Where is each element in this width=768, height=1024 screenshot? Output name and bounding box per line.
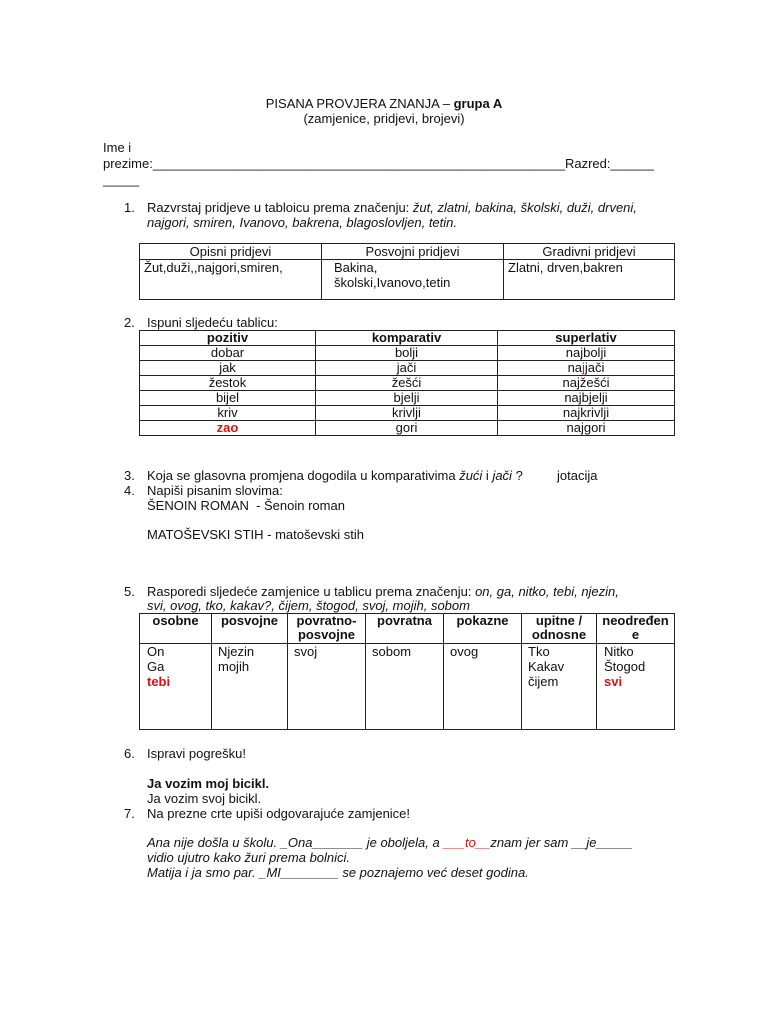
page-title — [0, 96, 768, 111]
q7-line1-part1: Ana nije došla u školu. _Ona_______ je oboljela, a — [147, 835, 444, 850]
q3-text — [147, 468, 523, 483]
q3-word-2: jači — [492, 468, 512, 483]
q3-question-mark: ? — [511, 468, 523, 483]
list-item: Njezin — [218, 644, 255, 659]
q3-instruction: Koja se glasovna promjena dogodila u komparativima — [147, 468, 460, 483]
table-row — [140, 346, 675, 361]
q2-number: 2. — [124, 315, 135, 330]
q2-header-komparativ: komparativ — [316, 331, 498, 346]
list-item: Štogod — [604, 659, 646, 674]
page-subtitle: (zamjenice, pridjevi, brojevi) — [303, 111, 465, 126]
q6-correct-sentence: Ja vozim svoj bicikl. — [147, 791, 262, 806]
q5-header-upitne-line2: odnosne — [531, 627, 587, 642]
q6-text: Ispravi pogrešku! — [147, 746, 246, 761]
list-item: mojih — [218, 659, 250, 674]
q5-header-povratna: povratna — [366, 614, 444, 644]
q5-words-1: on, ga, nitko, tebi, njezin, — [475, 584, 619, 599]
q7-line-2: vidio ujutro kako žuri prema bolnici. — [147, 850, 351, 865]
list-item-correction: tebi — [147, 674, 171, 689]
q5-cell-neodredjene — [597, 644, 675, 730]
q5-cell-posvojne — [212, 644, 288, 730]
q2-header-pozitiv: pozitiv — [140, 331, 316, 346]
q1-cell-posvojni — [322, 260, 504, 300]
q5-words-2: svi, ovog, tko, kakav?, čijem, štogod, svoj, mojih, sobom — [147, 598, 470, 613]
q5-text — [147, 584, 619, 599]
q1-posvojni-line2: školski,Ivanovo,tetin — [334, 275, 451, 290]
table-cell: dobar — [140, 346, 316, 361]
q7-line-3: Matija i ja smo par. _MI________ se poznajemo već deset godina. — [147, 865, 529, 880]
q7-line-1 — [147, 835, 633, 850]
q5-header-upitne — [522, 614, 597, 644]
table-row — [140, 361, 675, 376]
table-cell: žešći — [316, 376, 498, 391]
q4-answer-2: MATOŠEVSKI STIH - matoševski stih — [147, 527, 364, 542]
table-cell: najgori — [498, 421, 675, 436]
q5-cell-upitne — [522, 644, 597, 730]
list-item: Ga — [147, 659, 165, 674]
q5-header-posvojne: posvojne — [212, 614, 288, 644]
q4-text: Napiši pisanim slovima: — [147, 483, 283, 498]
table-cell: bolji — [316, 346, 498, 361]
q1-instruction: Razvrstaj pridjeve u tabloicu prema značenju: — [147, 200, 413, 215]
q3-number: 3. — [124, 468, 135, 483]
name-line: prezime:_________________________________________________________Razred:______ — [103, 156, 654, 171]
table-row — [140, 391, 675, 406]
table-cell: jači — [316, 361, 498, 376]
title-text: PISANA PROVJERA ZNANJA – — [265, 96, 454, 111]
q1-header-gradivni: Gradivni pridjevi — [504, 244, 675, 260]
q2-text: Ispuni sljedeću tablicu: — [147, 315, 278, 330]
q5-cell-povratno-posvojne: svoj — [288, 644, 366, 730]
q4-number: 4. — [124, 483, 135, 498]
q5-table — [139, 613, 675, 730]
table-cell: krivlji — [316, 406, 498, 421]
list-item: čijem — [528, 674, 559, 689]
q7-answer-to: ___to__ — [443, 835, 491, 850]
q5-header-neodr-line1: neodređen — [602, 613, 669, 628]
q5-header-neodredjene — [597, 614, 675, 644]
q1-header-opisni: Opisni pridjevi — [140, 244, 322, 260]
q2-table — [139, 330, 675, 436]
q6-number: 6. — [124, 746, 135, 761]
table-cell: gori — [316, 421, 498, 436]
q1-cell-gradivni: Zlatni, drven,bakren — [504, 260, 675, 300]
table-row — [140, 376, 675, 391]
najjaci-part2: jači — [584, 360, 605, 375]
q1-table — [139, 243, 675, 300]
table-cell: bjelji — [316, 391, 498, 406]
q1-cell-opisni: Žut,duži,,najgori,smiren, — [140, 260, 322, 300]
q4-answer-1: ŠENOIN ROMAN - Šenoin roman — [147, 498, 345, 513]
q7-line1-part2: znam jer sam __je_____ — [490, 835, 633, 850]
table-cell: jak — [140, 361, 316, 376]
table-cell: najžešći — [498, 376, 675, 391]
q5-header-pokazne: pokazne — [444, 614, 522, 644]
table-cell: najkrivlji — [498, 406, 675, 421]
q3-answer: jotacija — [557, 468, 598, 483]
title-group: grupa A — [453, 96, 503, 111]
q5-header-neodr-line2: e — [631, 627, 640, 642]
q3-conjunction: i — [482, 468, 493, 483]
q5-header-upitne-line1: upitne / — [535, 613, 583, 628]
q1-number: 1. — [124, 200, 135, 215]
table-cell: najbjelji — [498, 391, 675, 406]
table-cell: kriv — [140, 406, 316, 421]
q5-header-povratno-line1: povratno- — [296, 613, 357, 628]
q5-header-osobne: osobne — [140, 614, 212, 644]
table-cell: bijel — [140, 391, 316, 406]
q1-words-1: žut, zlatni, bakina, školski, duži, drveni, — [412, 200, 637, 215]
name-line-cont: _____ — [103, 172, 140, 187]
q3-word-1: žući — [459, 468, 483, 483]
q7-text: Na prezne crte upiši odgovarajuće zamjenice! — [147, 806, 411, 821]
q5-cell-povratna: sobom — [366, 644, 444, 730]
table-row — [140, 421, 675, 436]
q5-cell-osobne — [140, 644, 212, 730]
table-cell-najjaci — [498, 361, 675, 376]
q1-words-2: najgori, smiren, Ivanovo, bakrena, blagoslovljen, tetin. — [147, 215, 458, 230]
list-item: Tko — [528, 644, 550, 659]
list-item: Kakav — [528, 659, 565, 674]
q5-header-povratno-posvojne — [288, 614, 366, 644]
table-row — [140, 406, 675, 421]
list-item: Nitko — [604, 644, 634, 659]
q1-header-posvojni: Posvojni pridjevi — [322, 244, 504, 260]
najjaci-correction: j — [582, 360, 585, 375]
q5-instruction: Rasporedi sljedeće zamjenice u tablicu prema značenju: — [147, 584, 476, 599]
najjaci-part1: na — [567, 360, 583, 375]
q5-cell-pokazne: ovog — [444, 644, 522, 730]
q6-wrong-sentence: Ja vozim moj bicikl. — [147, 776, 270, 791]
q1-text — [147, 200, 687, 215]
table-cell: najbolji — [498, 346, 675, 361]
table-cell: žestok — [140, 376, 316, 391]
q5-header-povratno-line2: posvojne — [297, 627, 356, 642]
q2-header-superlativ: superlativ — [498, 331, 675, 346]
list-item-correction: svi — [604, 674, 623, 689]
q1-posvojni-line1: Bakina, — [334, 260, 378, 275]
table-cell-zao: zao — [140, 421, 316, 436]
name-label-line1: Ime i — [103, 140, 132, 155]
q5-number: 5. — [124, 584, 135, 599]
list-item: On — [147, 644, 165, 659]
q7-number: 7. — [124, 806, 135, 821]
